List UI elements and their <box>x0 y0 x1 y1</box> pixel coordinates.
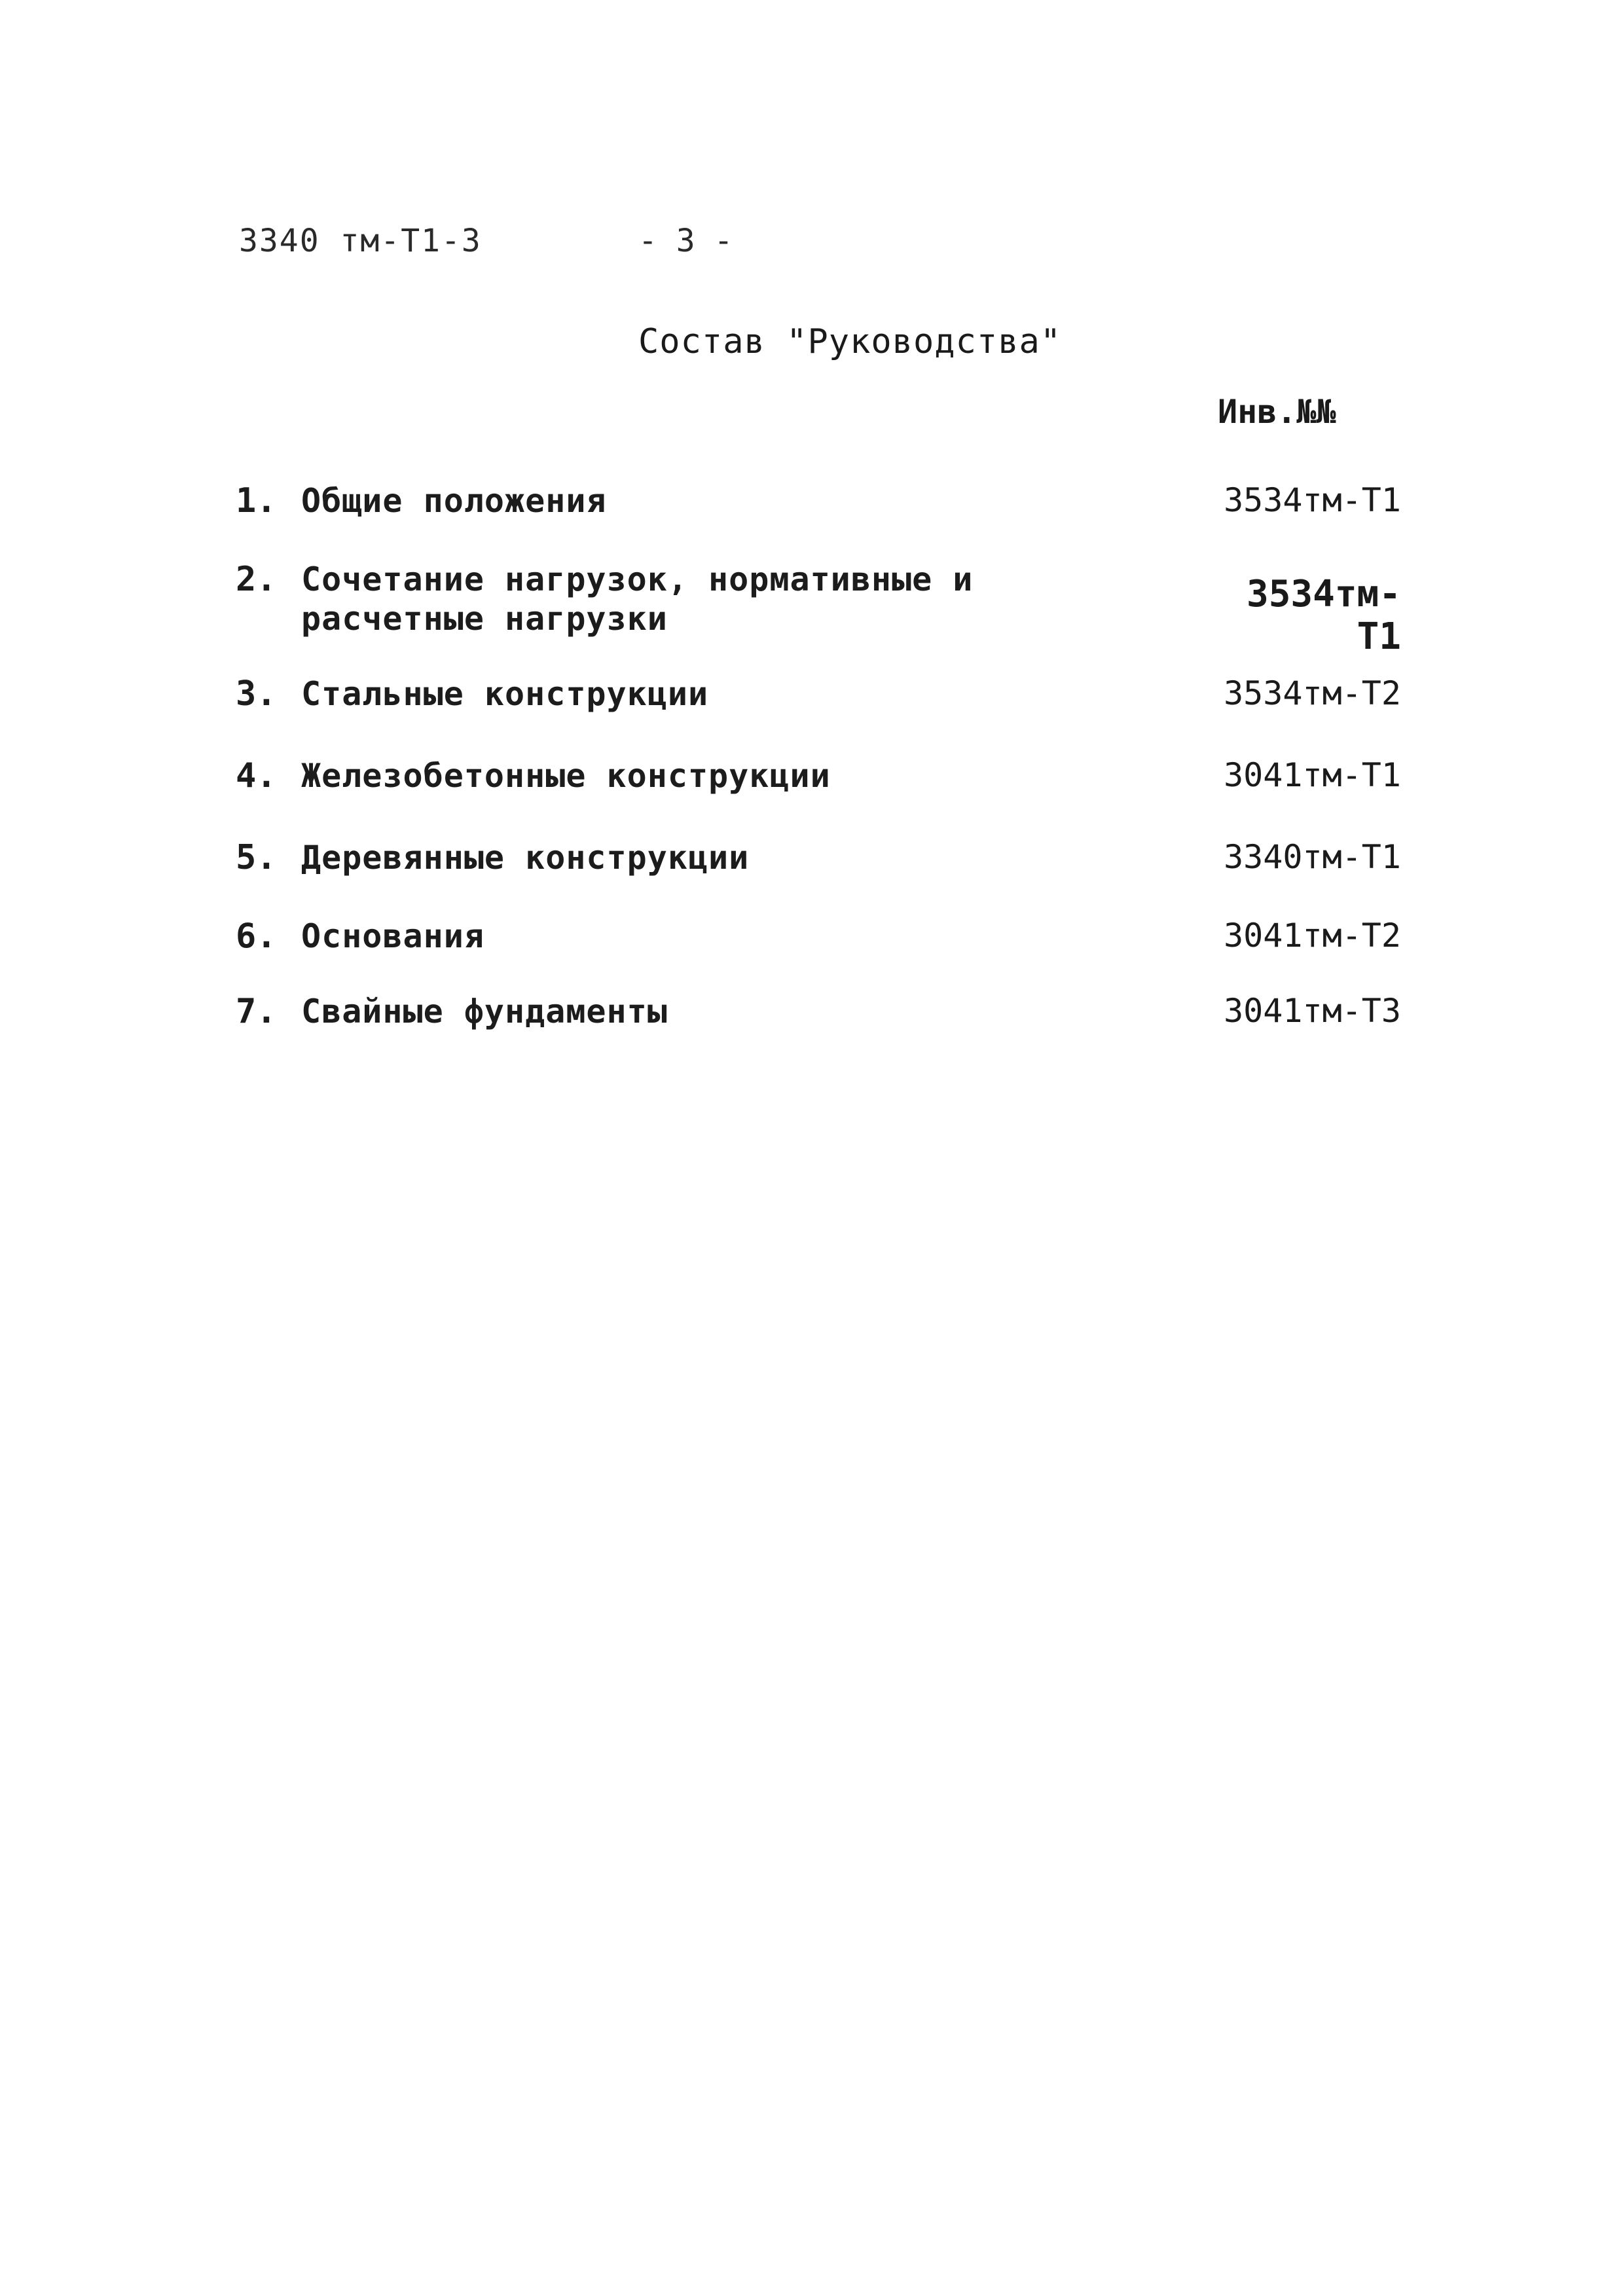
contents-item-title: Сочетание нагрузок, нормативные и расчетные нагрузки <box>301 560 974 638</box>
contents-item-number: 6. <box>236 917 277 956</box>
contents-item-inventory: 3041тм-Т1 <box>1224 756 1401 794</box>
contents-item-number: 2. <box>236 560 277 599</box>
contents-item-inventory: 3340тм-Т1 <box>1224 838 1401 876</box>
contents-item-title: Железобетонные конструкции <box>301 757 831 795</box>
contents-item-inventory: 3534тм-Т1 <box>1246 573 1401 658</box>
contents-item-number: 4. <box>236 756 277 795</box>
contents-item-number: 3. <box>236 674 277 714</box>
contents-item-title: Общие положения <box>301 482 607 520</box>
document-code: 3340 тм-Т1-3 <box>239 223 482 259</box>
contents-item-number: 7. <box>236 992 277 1031</box>
contents-item-inventory: 3534тм-Т1 <box>1224 481 1401 519</box>
contents-item-inventory: 3041тм-Т2 <box>1224 917 1401 955</box>
inventory-number-header: Инв.№№ <box>1218 393 1336 431</box>
contents-item-title: Основания <box>301 917 484 955</box>
contents-item-inventory: 3534тм-Т2 <box>1224 674 1401 712</box>
contents-item-inventory: 3041тм-Т3 <box>1224 992 1401 1030</box>
contents-item-number: 1. <box>236 481 277 520</box>
page-number: - 3 - <box>638 223 733 259</box>
contents-item-title: Деревянные конструкции <box>301 839 750 877</box>
page-title: Состав "Руководства" <box>638 322 1062 361</box>
contents-item-title: Стальные конструкции <box>301 675 709 713</box>
contents-item-title: Свайные фундаменты <box>301 993 668 1030</box>
contents-item-number: 5. <box>236 838 277 877</box>
